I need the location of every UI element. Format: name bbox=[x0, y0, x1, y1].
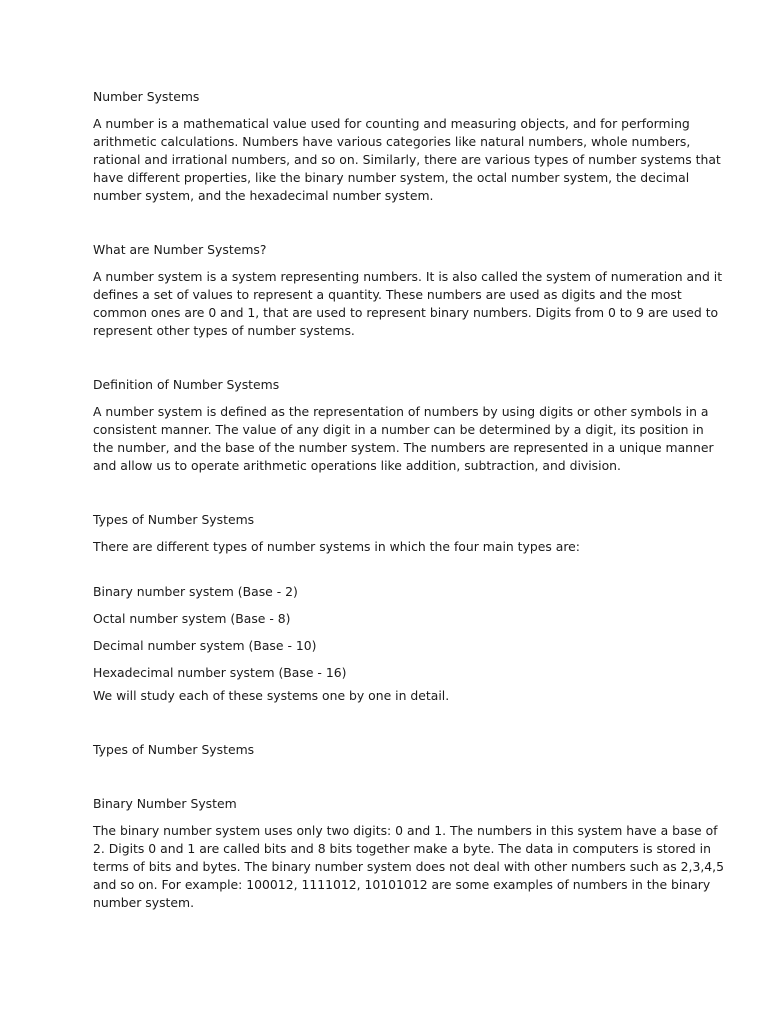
paragraph-line: terms of bits and bytes. The binary number system does not deal with other numbers such as 2,3,4,5 bbox=[93, 859, 724, 874]
types-closing: We will study each of these systems one by one in detail. bbox=[93, 688, 450, 703]
paragraph-line: A number system is defined as the representation of numbers by using digits or other symbols in a bbox=[93, 404, 709, 419]
list-item: Hexadecimal number system (Base - 16) bbox=[93, 665, 347, 680]
paragraph-line: arithmetic calculations. Numbers have various categories like natural numbers, whole numbers, bbox=[93, 134, 691, 149]
section-heading-types: Types of Number Systems bbox=[93, 512, 255, 527]
paragraph-line: The binary number system uses only two digits: 0 and 1. The numbers in this system have a base of bbox=[93, 823, 718, 838]
list-item: Binary number system (Base - 2) bbox=[93, 584, 298, 599]
paragraph-line: defines a set of values to represent a quantity. These numbers are used as digits and the most bbox=[93, 287, 682, 302]
paragraph-line: A number system is a system representing numbers. It is also called the system of numeration and it bbox=[93, 269, 723, 284]
paragraph-line: and allow us to operate arithmetic operations like addition, subtraction, and division. bbox=[93, 458, 621, 473]
intro-paragraph bbox=[93, 115, 721, 205]
paragraph-line: number system. bbox=[93, 895, 195, 910]
types-list bbox=[93, 583, 675, 682]
paragraph-line: represent other types of number systems. bbox=[93, 323, 355, 338]
section-heading-binary: Binary Number System bbox=[93, 796, 237, 811]
binary-paragraph bbox=[93, 822, 724, 912]
definition-paragraph bbox=[93, 403, 714, 475]
paragraph-line: the number, and the base of the number system. The numbers are represented in a unique manner bbox=[93, 440, 714, 455]
section-heading-types-2: Types of Number Systems bbox=[93, 742, 255, 757]
paragraph-line: consistent manner. The value of any digit in a number can be determined by a digit, its position in bbox=[93, 422, 704, 437]
paragraph-line: have different properties, like the binary number system, the octal number system, the decimal bbox=[93, 170, 690, 185]
paragraph-line: rational and irrational numbers, and so on. Similarly, there are various types of number systems that bbox=[93, 152, 721, 167]
paragraph-line: number system, and the hexadecimal number system. bbox=[93, 188, 434, 203]
section-heading-definition: Definition of Number Systems bbox=[93, 377, 280, 392]
paragraph-line: A number is a mathematical value used for counting and measuring objects, and for performing bbox=[93, 116, 690, 131]
document-title: Number Systems bbox=[93, 89, 200, 104]
section-heading-what: What are Number Systems? bbox=[93, 242, 267, 257]
paragraph-line: and so on. For example: 100012, 1111012, 10101012 are some examples of numbers in the binary bbox=[93, 877, 711, 892]
paragraph-line: common ones are 0 and 1, that are used to represent binary numbers. Digits from 0 to 9 are used to bbox=[93, 305, 719, 320]
paragraph-line: 2. Digits 0 and 1 are called bits and 8 bits together make a byte. The data in computers is stored in bbox=[93, 841, 711, 856]
list-item: Octal number system (Base - 8) bbox=[93, 611, 291, 626]
what-paragraph bbox=[93, 268, 723, 340]
list-item: Decimal number system (Base - 10) bbox=[93, 638, 317, 653]
types-intro: There are different types of number systems in which the four main types are: bbox=[93, 539, 580, 554]
